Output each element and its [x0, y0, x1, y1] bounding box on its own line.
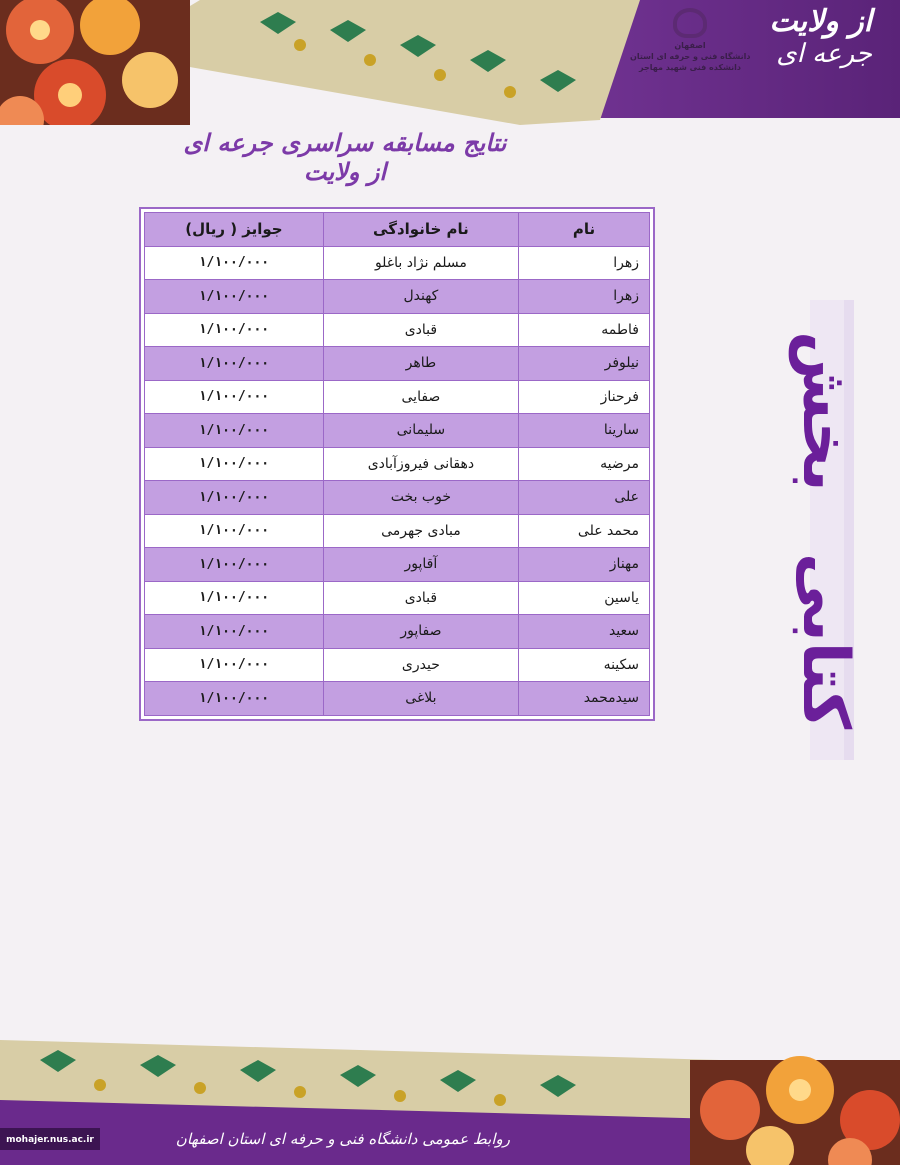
table-header-row — [145, 213, 650, 247]
header-first-name: نام — [518, 213, 649, 247]
cell-first-name: یاسین — [518, 581, 649, 615]
cell-last-name: آقاپور — [323, 548, 518, 582]
cell-first-name: فاطمه — [518, 313, 649, 347]
logo-line-1: اصفهان — [674, 41, 706, 50]
cell-first-name: سکینه — [518, 648, 649, 682]
cell-first-name: سارینا — [518, 414, 649, 448]
cell-last-name: حیدری — [323, 648, 518, 682]
cell-prize: ۱/۱۰۰/۰۰۰ — [145, 246, 324, 280]
side-heading — [780, 300, 870, 760]
cell-last-name: کهندل — [323, 280, 518, 314]
results-table — [144, 212, 650, 716]
cell-last-name: قبادی — [323, 581, 518, 615]
header-last-name: نام خانوادگی — [323, 213, 518, 247]
brand-script-line-1: از ولایت — [769, 4, 872, 39]
cell-last-name: مبادی جهرمی — [323, 514, 518, 548]
table-row — [145, 380, 650, 414]
table-row — [145, 648, 650, 682]
cell-first-name: زهرا — [518, 280, 649, 314]
top-flowers — [0, 0, 190, 125]
cell-first-name: محمد علی — [518, 514, 649, 548]
cell-first-name: مهناز — [518, 548, 649, 582]
table-row — [145, 548, 650, 582]
table-row — [145, 615, 650, 649]
university-logo — [630, 8, 750, 73]
cell-prize: ۱/۱۰۰/۰۰۰ — [145, 380, 324, 414]
brand-script-line-2: جرعه ای — [776, 39, 872, 69]
page-title: نتایج مسابقه سراسری جرعه ای از ولایت — [183, 128, 507, 186]
cell-last-name: قبادی — [323, 313, 518, 347]
cell-prize: ۱/۱۰۰/۰۰۰ — [145, 615, 324, 649]
top-banner — [0, 0, 900, 125]
cell-first-name: زهرا — [518, 246, 649, 280]
cell-last-name: دهقانی فیروزآبادی — [323, 447, 518, 481]
header-prize: جوایز ( ریال) — [145, 213, 324, 247]
cell-prize: ۱/۱۰۰/۰۰۰ — [145, 280, 324, 314]
top-pattern-strip — [150, 0, 640, 125]
table-row — [145, 347, 650, 381]
table-row — [145, 313, 650, 347]
results-table-frame — [139, 207, 655, 721]
table-row — [145, 447, 650, 481]
table-row — [145, 581, 650, 615]
table-row — [145, 280, 650, 314]
cell-first-name: نیلوفر — [518, 347, 649, 381]
logo-line-3: دانشکده فنی شهید مهاجر — [639, 63, 741, 72]
side-heading-word-1: بخش — [788, 330, 862, 492]
university-logo-icon — [673, 8, 707, 38]
cell-prize: ۱/۱۰۰/۰۰۰ — [145, 447, 324, 481]
cell-prize: ۱/۱۰۰/۰۰۰ — [145, 481, 324, 515]
cell-prize: ۱/۱۰۰/۰۰۰ — [145, 313, 324, 347]
table-body — [145, 246, 650, 715]
cell-prize: ۱/۱۰۰/۰۰۰ — [145, 581, 324, 615]
cell-last-name: خوب بخت — [323, 481, 518, 515]
table-row — [145, 514, 650, 548]
side-heading-word-2: کتابی — [788, 553, 862, 730]
logo-line-2: دانشگاه فنی و حرفه ای استان — [630, 52, 751, 61]
cell-prize: ۱/۱۰۰/۰۰۰ — [145, 548, 324, 582]
cell-last-name: طاهر — [323, 347, 518, 381]
cell-last-name: سلیمانی — [323, 414, 518, 448]
cell-first-name: مرضیه — [518, 447, 649, 481]
cell-prize: ۱/۱۰۰/۰۰۰ — [145, 514, 324, 548]
table-row — [145, 481, 650, 515]
cell-prize: ۱/۱۰۰/۰۰۰ — [145, 648, 324, 682]
cell-prize: ۱/۱۰۰/۰۰۰ — [145, 682, 324, 716]
cell-last-name: صفاپور — [323, 615, 518, 649]
cell-prize: ۱/۱۰۰/۰۰۰ — [145, 347, 324, 381]
brand-script-title — [752, 6, 872, 70]
cell-first-name: سعید — [518, 615, 649, 649]
bottom-flowers — [690, 1056, 900, 1165]
cell-prize: ۱/۱۰۰/۰۰۰ — [145, 414, 324, 448]
footer-url[interactable]: mohajer.nus.ac.ir — [6, 1135, 94, 1145]
cell-first-name: فرحناز — [518, 380, 649, 414]
cell-last-name: مسلم نژاد باغلو — [323, 246, 518, 280]
footer-text: روابط عمومی دانشگاه فنی و حرفه ای استان اصفهان — [175, 1130, 510, 1148]
cell-last-name: صفایی — [323, 380, 518, 414]
cell-first-name: سیدمحمد — [518, 682, 649, 716]
cell-last-name: بلاغی — [323, 682, 518, 716]
table-row — [145, 246, 650, 280]
table-row — [145, 682, 650, 716]
cell-first-name: علی — [518, 481, 649, 515]
table-row — [145, 414, 650, 448]
